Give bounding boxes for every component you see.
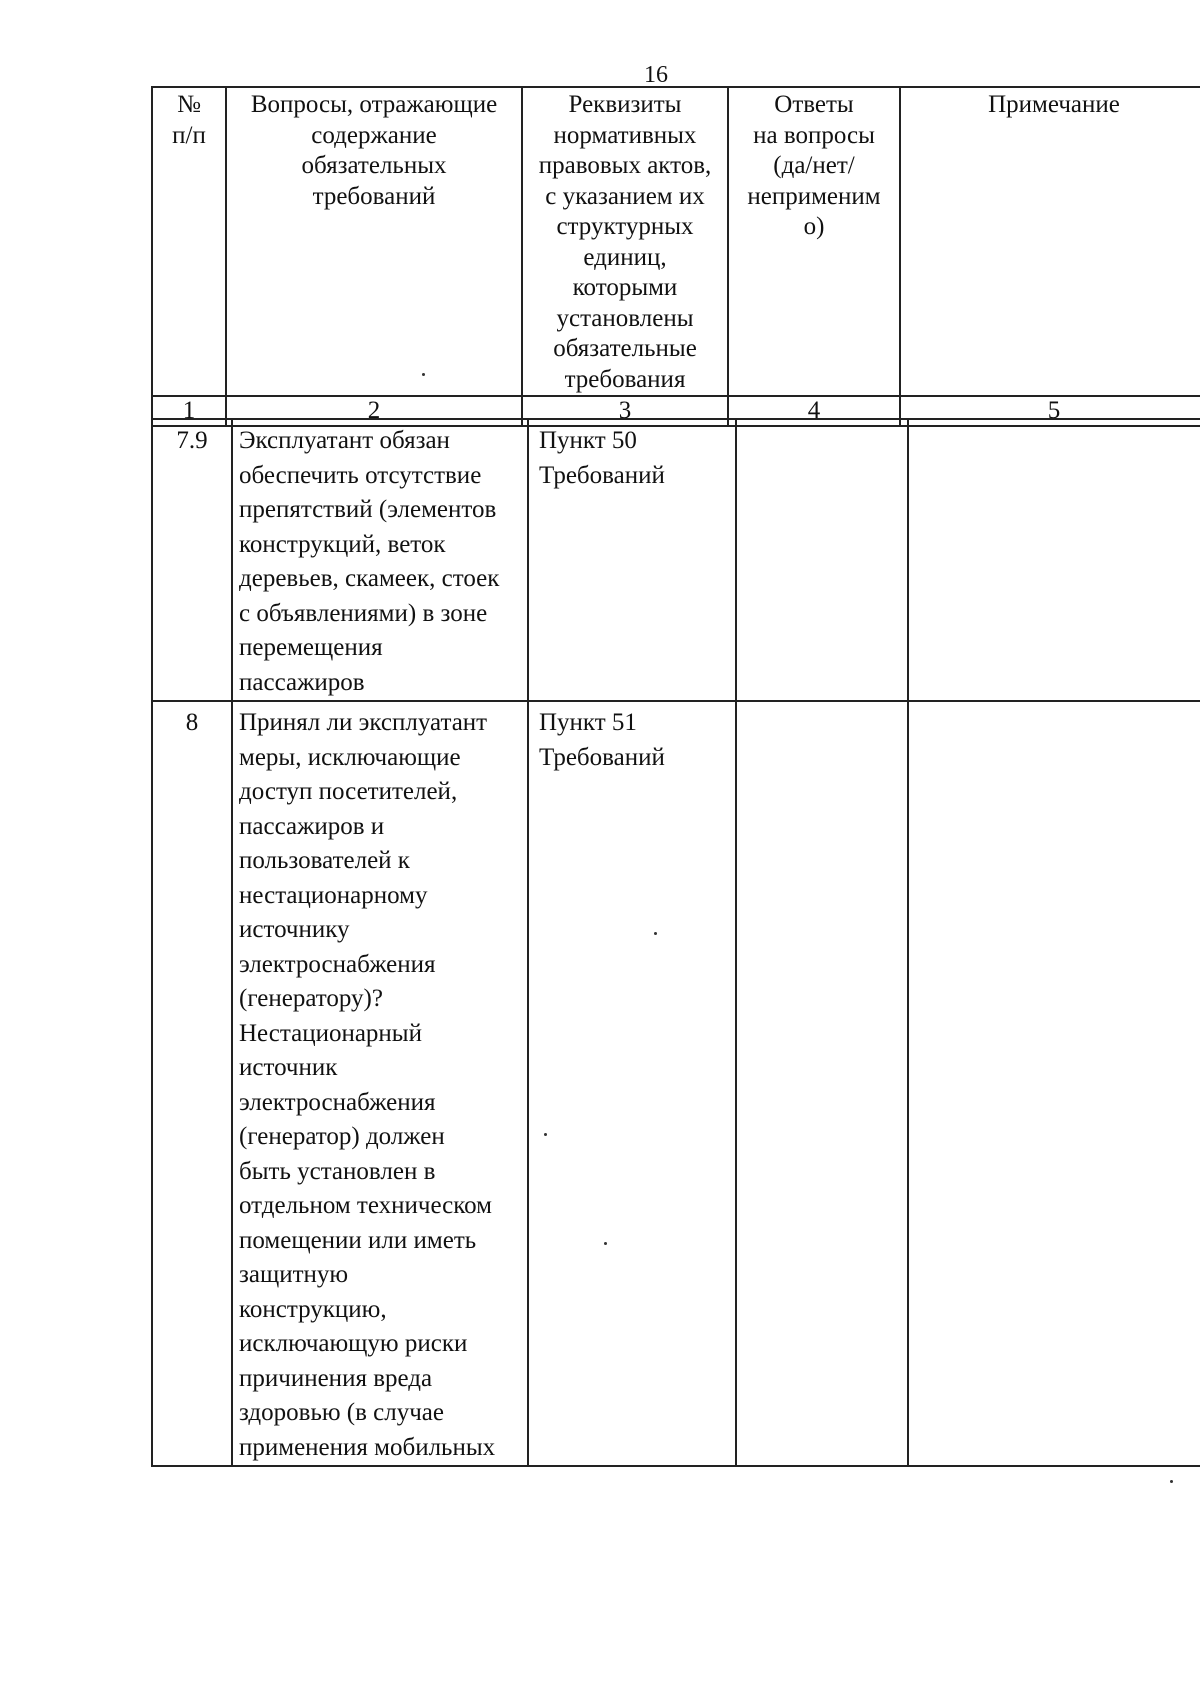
page-number: 16 bbox=[644, 62, 668, 88]
scan-speck bbox=[604, 1242, 607, 1245]
row-number-cell: 8 bbox=[152, 701, 232, 1466]
header-row bbox=[152, 87, 1200, 396]
reference-cell: Пункт 51 Требований bbox=[528, 701, 736, 1466]
column-number-cell: 5 bbox=[900, 396, 1200, 426]
answer-cell bbox=[736, 419, 908, 701]
scan-speck bbox=[422, 373, 425, 376]
answer-cell bbox=[736, 701, 908, 1466]
header-cell-references: Реквизиты нормативных правовых актов, с указанием их структурных единиц, которыми установлены обязательные требования bbox=[522, 87, 728, 396]
header-cell-note: Примечание bbox=[900, 87, 1200, 396]
column-number-cell: 1 bbox=[152, 396, 226, 426]
scan-speck bbox=[1170, 1480, 1173, 1483]
table-row bbox=[152, 419, 1200, 701]
table-header bbox=[151, 86, 1200, 427]
header-cell-questions: Вопросы, отражающие содержание обязательных требований bbox=[226, 87, 522, 396]
column-number-cell: 2 bbox=[226, 396, 522, 426]
note-cell bbox=[908, 419, 1200, 701]
scan-speck bbox=[544, 1133, 547, 1136]
reference-cell: Пункт 50 Требований bbox=[528, 419, 736, 701]
note-cell bbox=[908, 701, 1200, 1466]
question-cell: Принял ли эксплуатант меры, исключающие доступ посетителей, пассажиров и пользователей к нестационарному источнику электроснабжения (генератору)? Нестационарный источник электроснабжения (генератор) должен быть установлен в отдельном техническом помещении или иметь защитную конструкцию, исключающую риски причинения вреда здоровью (в случае применения мобильных bbox=[232, 701, 528, 1466]
column-number-cell: 3 bbox=[522, 396, 728, 426]
row-number-cell: 7.9 bbox=[152, 419, 232, 701]
question-cell: Эксплуатант обязан обеспечить отсутствие препятствий (элементов конструкций, веток деревьев, скамеек, стоек с объявлениями) в зоне перемещения пассажиров bbox=[232, 419, 528, 701]
column-number-cell: 4 bbox=[728, 396, 900, 426]
header-cell-number: № п/п bbox=[152, 87, 226, 396]
table-row bbox=[152, 701, 1200, 1466]
scan-speck bbox=[654, 932, 657, 935]
header-cell-answers: Ответы на вопросы (да/нет/ неприменим о) bbox=[728, 87, 900, 396]
table-body bbox=[151, 418, 1200, 1467]
